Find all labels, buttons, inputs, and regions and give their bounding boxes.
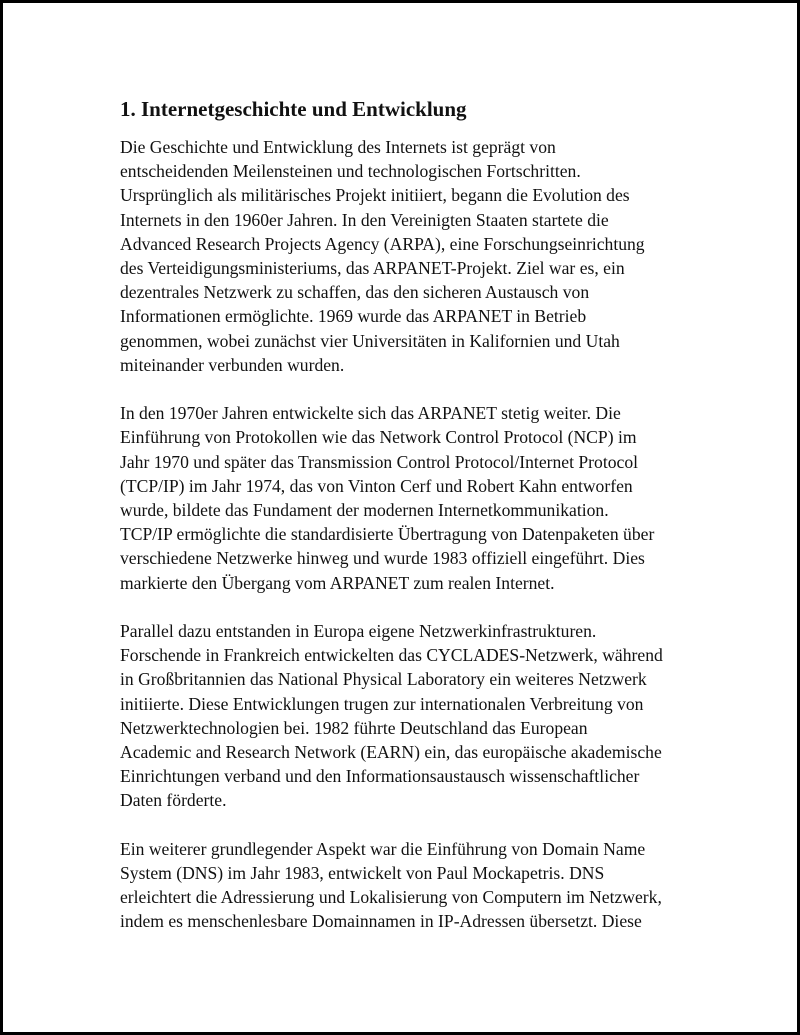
text-line: Forschende in Frankreich entwickelten das CYCLADES-Netzwerk, während: [120, 645, 663, 666]
text-line: Die Geschichte und Entwicklung des Internets ist geprägt von: [120, 137, 556, 157]
text-line: genommen, wobei zunächst vier Universitäten in Kalifornien und Utah: [120, 330, 620, 351]
text-line: verschiedene Netzwerke hinweg und wurde 1983 offiziell eingeführt. Dies: [120, 548, 645, 569]
text-line: des Verteidigungsministeriums, das ARPANET-Projekt. Ziel war es, ein: [120, 258, 625, 279]
text-line: TCP/IP ermöglichte die standardisierte Übertragung von Datenpaketen über: [120, 524, 655, 545]
text-line: Netzwerktechnologien bei. 1982 führte Deutschland das European: [120, 717, 588, 738]
paragraph-4: [120, 837, 695, 934]
paragraph-3: [120, 619, 695, 813]
text-line: Informationen ermöglichte. 1969 wurde das ARPANET in Betrieb: [120, 306, 587, 327]
text-line: Daten förderte.: [120, 790, 227, 811]
paragraph-1: [120, 135, 695, 377]
text-line: markierte den Übergang vom ARPANET zum realen Internet.: [120, 572, 555, 593]
text-line: Advanced Research Projects Agency (ARPA), eine Forschungseinrichtung: [120, 233, 645, 254]
text-line: Ein weiterer grundlegender Aspekt war die Einführung von Domain Name: [120, 838, 646, 859]
text-line: Academic and Research Network (EARN) ein, das europäische akademische: [120, 742, 662, 763]
text-line: wurde, bildete das Fundament der modernen Internetkommunikation.: [120, 500, 609, 521]
text-line: dezentrales Netzwerk zu schaffen, das den sicheren Austausch von: [120, 282, 590, 303]
text-line: indem es menschenlesbare Domainnamen in IP-Adressen übersetzt. Diese: [120, 911, 642, 932]
text-line: in Großbritannien das National Physical Laboratory ein weiteres Netzwerk: [120, 669, 647, 690]
text-line: In den 1970er Jahren entwickelte sich das ARPANET stetig weiter. Die: [120, 403, 621, 424]
text-line: System (DNS) im Jahr 1983, entwickelt von Paul Mockapetris. DNS: [120, 863, 605, 884]
text-line: miteinander verbunden wurden.: [120, 354, 345, 375]
text-line: Einführung von Protokollen wie das Network Control Protocol (NCP) im: [120, 427, 637, 448]
paragraph-2: [120, 401, 695, 595]
text-line: entscheidenden Meilensteinen und technologischen Fortschritten.: [120, 161, 581, 182]
text-line: Ursprünglich als militärisches Projekt initiiert, begann die Evolution des: [120, 185, 630, 206]
text-line: (TCP/IP) im Jahr 1974, das von Vinton Cerf und Robert Kahn entworfen: [120, 475, 633, 496]
text-line: Internets in den 1960er Jahren. In den Vereinigten Staaten startete die: [120, 209, 609, 230]
document-body: [120, 95, 695, 934]
text-line: Jahr 1970 und später das Transmission Control Protocol/Internet Protocol: [120, 451, 639, 472]
text-line: erleichtert die Adressierung und Lokalisierung von Computern im Netzwerk,: [120, 887, 662, 908]
section-heading: 1. Internetgeschichte und Entwicklung: [120, 97, 467, 121]
text-line: Einrichtungen verband und den Informationsaustausch wissenschaftlicher: [120, 766, 640, 787]
text-line: initiierte. Diese Entwicklungen trugen zur internationalen Verbreitung von: [120, 693, 644, 714]
text-line: Parallel dazu entstanden in Europa eigene Netzwerkinfrastrukturen.: [120, 621, 597, 642]
